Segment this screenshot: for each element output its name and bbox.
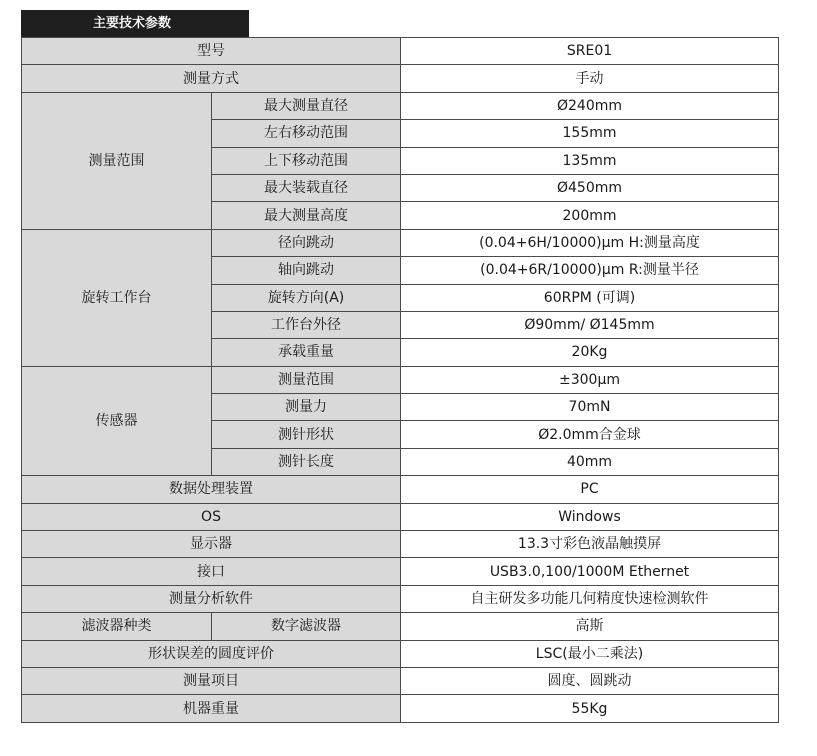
row-value: 手动 (401, 65, 779, 92)
table-row (22, 476, 779, 503)
row-label: 测量项目 (22, 667, 401, 694)
row-label: 测量方式 (22, 65, 401, 92)
row-label: 轴向跳动 (212, 257, 401, 284)
row-label: 数据处理装置 (22, 476, 401, 503)
row-value: PC (401, 476, 779, 503)
row-value: 200mm (401, 202, 779, 229)
row-label: 型号 (22, 38, 401, 65)
table-row (22, 613, 779, 640)
row-value: Ø450mm (401, 174, 779, 201)
row-label: 数字滤波器 (212, 613, 401, 640)
row-value: 135mm (401, 147, 779, 174)
row-label: 左右移动范围 (212, 120, 401, 147)
row-label: 工作台外径 (212, 311, 401, 338)
row-value: (0.04+6H/10000)μm H:测量高度 (401, 229, 779, 256)
table-row (22, 531, 779, 558)
table-row (22, 558, 779, 585)
row-label: 测针形状 (212, 421, 401, 448)
group-label: 传感器 (22, 366, 212, 476)
table-row (22, 38, 779, 65)
row-label: 测针长度 (212, 448, 401, 475)
row-label: 最大测量高度 (212, 202, 401, 229)
table-row (22, 503, 779, 530)
group-label: 测量范围 (22, 92, 212, 229)
section-title: 主要技术参数 (21, 10, 249, 38)
table-row (22, 695, 779, 722)
row-value: Ø90mm/ Ø145mm (401, 311, 779, 338)
table-row (22, 667, 779, 694)
table-row (22, 65, 779, 92)
spec-table (21, 37, 779, 723)
table-row (22, 366, 779, 393)
row-value: 13.3寸彩色液晶触摸屏 (401, 531, 779, 558)
row-label: 机器重量 (22, 695, 401, 722)
row-value: 70mN (401, 394, 779, 421)
row-value: USB3.0,100/1000M Ethernet (401, 558, 779, 585)
row-label: 显示器 (22, 531, 401, 558)
row-label: 测量力 (212, 394, 401, 421)
row-value: ±300μm (401, 366, 779, 393)
row-label: 测量分析软件 (22, 585, 401, 612)
row-value: LSC(最小二乘法) (401, 640, 779, 667)
row-value: 60RPM (可调) (401, 284, 779, 311)
group-label: 旋转工作台 (22, 229, 212, 366)
row-label: 上下移动范围 (212, 147, 401, 174)
group-label: 滤波器种类 (22, 613, 212, 640)
row-value: 40mm (401, 448, 779, 475)
row-value: 高斯 (401, 613, 779, 640)
row-value: Windows (401, 503, 779, 530)
row-label: 形状误差的圆度评价 (22, 640, 401, 667)
row-value: (0.04+6R/10000)μm R:测量半径 (401, 257, 779, 284)
row-value: 55Kg (401, 695, 779, 722)
row-label: OS (22, 503, 401, 530)
row-value: 20Kg (401, 339, 779, 366)
row-value: 155mm (401, 120, 779, 147)
row-label: 最大测量直径 (212, 92, 401, 119)
row-label: 旋转方向(A) (212, 284, 401, 311)
row-label: 测量范围 (212, 366, 401, 393)
row-value: Ø240mm (401, 92, 779, 119)
table-row (22, 585, 779, 612)
row-value: 圆度、圆跳动 (401, 667, 779, 694)
row-value: SRE01 (401, 38, 779, 65)
row-value: Ø2.0mm合金球 (401, 421, 779, 448)
table-row (22, 229, 779, 256)
table-row (22, 640, 779, 667)
row-value: 自主研发多功能几何精度快速检测软件 (401, 585, 779, 612)
table-row (22, 92, 779, 119)
row-label: 最大装载直径 (212, 174, 401, 201)
row-label: 承载重量 (212, 339, 401, 366)
row-label: 接口 (22, 558, 401, 585)
row-label: 径向跳动 (212, 229, 401, 256)
